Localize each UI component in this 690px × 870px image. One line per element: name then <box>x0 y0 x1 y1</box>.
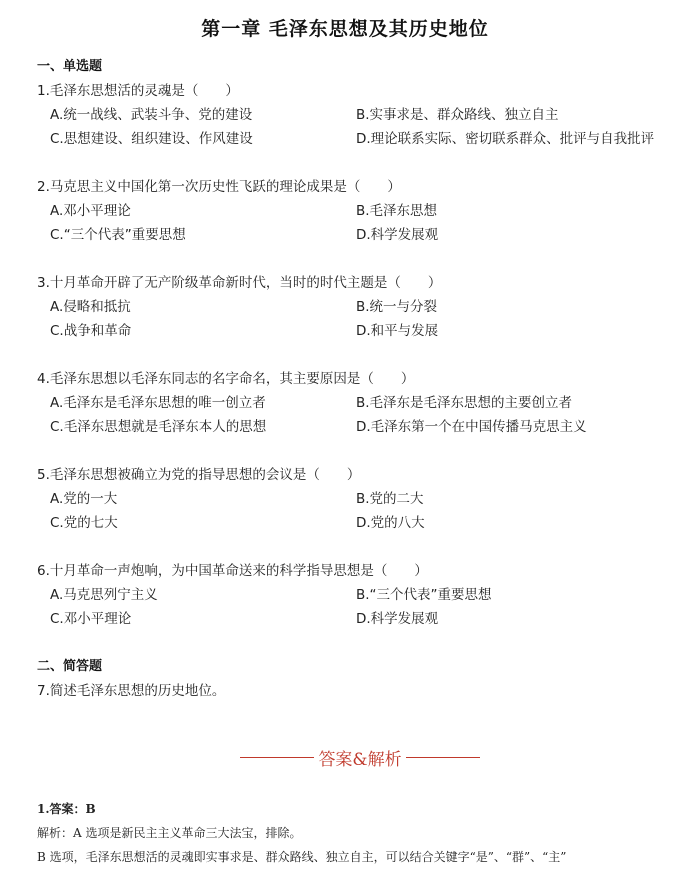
option-d: D.毛泽东第一个在中国传播马克思主义 <box>356 419 587 435</box>
option-c: C.党的七大 <box>50 515 118 531</box>
explanation-line: 解析：A 选项是新民主主义革命三大法宝，排除。 <box>37 826 302 840</box>
option-d: D.科学发展观 <box>356 611 439 627</box>
short-answer-question: 7.简述毛泽东思想的历史地位。 <box>37 683 226 699</box>
option-a: A.邓小平理论 <box>50 203 131 219</box>
question-stem: 3.十月革命开辟了无产阶级革命新时代，当时的时代主题是（ ） <box>37 275 442 291</box>
option-c: C.战争和革命 <box>50 323 132 339</box>
option-b: B.毛泽东是毛泽东思想的主要创立者 <box>356 395 573 411</box>
option-a: A.马克思列宁主义 <box>50 587 158 603</box>
option-c: C.思想建设、组织建设、作风建设 <box>50 131 253 147</box>
option-c: C.邓小平理论 <box>50 611 132 627</box>
question-stem: 5.毛泽东思想被确立为党的指导思想的会议是（ ） <box>37 467 361 483</box>
option-b: B.“三个代表”重要思想 <box>356 587 492 603</box>
question-stem: 1.毛泽东思想活的灵魂是（ ） <box>37 83 239 99</box>
option-d: D.和平与发展 <box>356 323 439 339</box>
option-b: B.党的二大 <box>356 491 424 507</box>
answer-header-label: 答案&解析 <box>318 749 402 770</box>
section-heading-single-choice: 一、单选题 <box>37 59 103 74</box>
option-b: B.毛泽东思想 <box>356 203 438 219</box>
option-b: B.统一与分裂 <box>356 299 438 315</box>
option-c: C.“三个代表”重要思想 <box>50 227 186 243</box>
option-a: A.毛泽东是毛泽东思想的唯一创立者 <box>50 395 266 411</box>
option-d: D.科学发展观 <box>356 227 439 243</box>
answer-line: 1.答案：B <box>37 802 96 816</box>
option-c: C.毛泽东思想就是毛泽东本人的思想 <box>50 419 267 435</box>
explanation-line: B 选项，毛泽东思想活的灵魂即实事求是、群众路线、独立自主，可以结合关键字“是”、“群”、“主” <box>37 850 567 864</box>
option-b: B.实事求是、群众路线、独立自主 <box>356 107 559 123</box>
divider-left <box>240 757 314 758</box>
question-stem: 4.毛泽东思想以毛泽东同志的名字命名，其主要原因是（ ） <box>37 371 415 387</box>
question-stem: 2.马克思主义中国化第一次历史性飞跃的理论成果是（ ） <box>37 179 401 195</box>
option-a: A.统一战线、武装斗争、党的建设 <box>50 107 253 123</box>
question-stem: 6.十月革命一声炮响，为中国革命送来的科学指导思想是（ ） <box>37 563 428 579</box>
option-a: A.侵略和抵抗 <box>50 299 131 315</box>
section-heading-short-answer: 二、简答题 <box>37 659 103 674</box>
option-a: A.党的一大 <box>50 491 118 507</box>
option-d: D.党的八大 <box>356 515 425 531</box>
chapter-title: 第一章 毛泽东思想及其历史地位 <box>201 18 489 40</box>
option-d: D.理论联系实际、密切联系群众、批评与自我批评 <box>356 131 655 147</box>
divider-right <box>406 757 480 758</box>
answer-section-header <box>240 745 480 769</box>
